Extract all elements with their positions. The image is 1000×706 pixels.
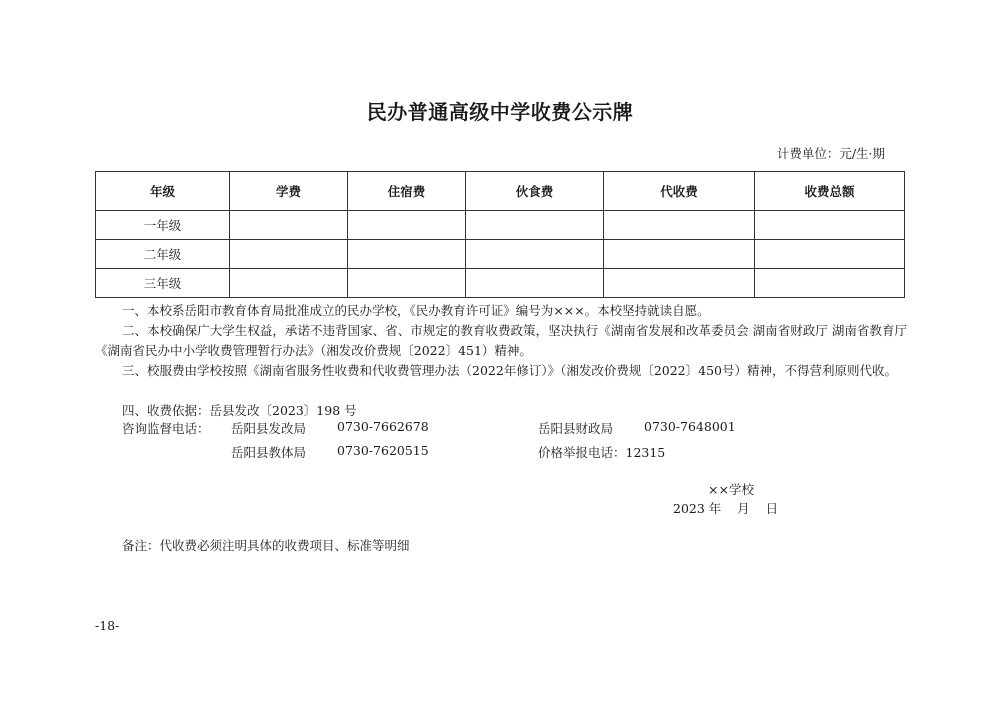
grade-cell: 二年级 <box>96 240 230 269</box>
page-title: 民办普通高级中学收费公示牌 <box>366 100 634 124</box>
table-row <box>96 211 905 240</box>
tuition-cell <box>230 240 348 269</box>
tuition-cell <box>230 211 348 240</box>
remark: 备注：代收费必须注明具体的收费项目、标准等明细 <box>122 538 410 553</box>
contacts-label: 咨询监督电话： <box>122 421 210 436</box>
meals-cell <box>466 269 604 298</box>
tuition-cell <box>230 269 348 298</box>
note-2: 二、本校确保广大学生权益，承诺不违背国家、省、市规定的教育收费政策，坚决执行《湖南省发展和改革委员会 湖南省财政厅 湖南省教育厅《湖南省民办中小学收费管理暂行办法》（湘发改价费规〔2022〕451）精神。 <box>95 323 907 358</box>
table-header-row <box>96 172 905 211</box>
total-cell <box>755 211 905 240</box>
header-grade: 年级 <box>96 172 230 211</box>
collected-fees-cell <box>604 211 755 240</box>
table-row <box>96 240 905 269</box>
contact-1-phone: 0730-7662678 <box>337 419 429 434</box>
school-signature: ××学校 <box>708 482 754 497</box>
accommodation-cell <box>348 240 466 269</box>
note-3: 三、校服费由学校按照《湖南省服务性收费和代收费管理办法（2022年修订）》（湘发改价费规〔2022〕450号）精神，不得营利原则代收。 <box>122 363 897 378</box>
note-1: 一、本校系岳阳市教育体育局批准成立的民办学校，《民办教育许可证》编号为×××。本校坚持就读自愿。 <box>122 303 710 318</box>
contact-2-phone: 0730-7648001 <box>644 419 736 434</box>
accommodation-cell <box>348 211 466 240</box>
meals-cell <box>466 240 604 269</box>
fee-table <box>95 171 905 298</box>
fee-unit: 计费单位：元/生·期 <box>776 146 885 161</box>
contact-2-name: 岳阳县财政局 <box>538 421 614 436</box>
header-accommodation: 住宿费 <box>348 172 466 211</box>
header-collected-fees: 代收费 <box>604 172 755 211</box>
header-tuition: 学费 <box>230 172 348 211</box>
header-total: 收费总额 <box>755 172 905 211</box>
total-cell <box>755 269 905 298</box>
contact-1-name: 岳阳县发改局 <box>231 421 307 436</box>
table-row <box>96 269 905 298</box>
meals-cell <box>466 211 604 240</box>
price-report-hotline: 价格举报电话：12315 <box>538 445 666 460</box>
grade-cell: 三年级 <box>96 269 230 298</box>
contact-3-phone: 0730-7620515 <box>337 443 429 458</box>
grade-cell: 一年级 <box>96 211 230 240</box>
note-4: 四、收费依据：岳县发改〔2023〕198 号 <box>122 403 357 418</box>
signature-date: 2023 年 月 日 <box>673 501 779 516</box>
contact-3-name: 岳阳县教体局 <box>231 445 307 460</box>
total-cell <box>755 240 905 269</box>
header-meals: 伙食费 <box>466 172 604 211</box>
page-number: -18- <box>95 618 120 633</box>
accommodation-cell <box>348 269 466 298</box>
collected-fees-cell <box>604 269 755 298</box>
collected-fees-cell <box>604 240 755 269</box>
